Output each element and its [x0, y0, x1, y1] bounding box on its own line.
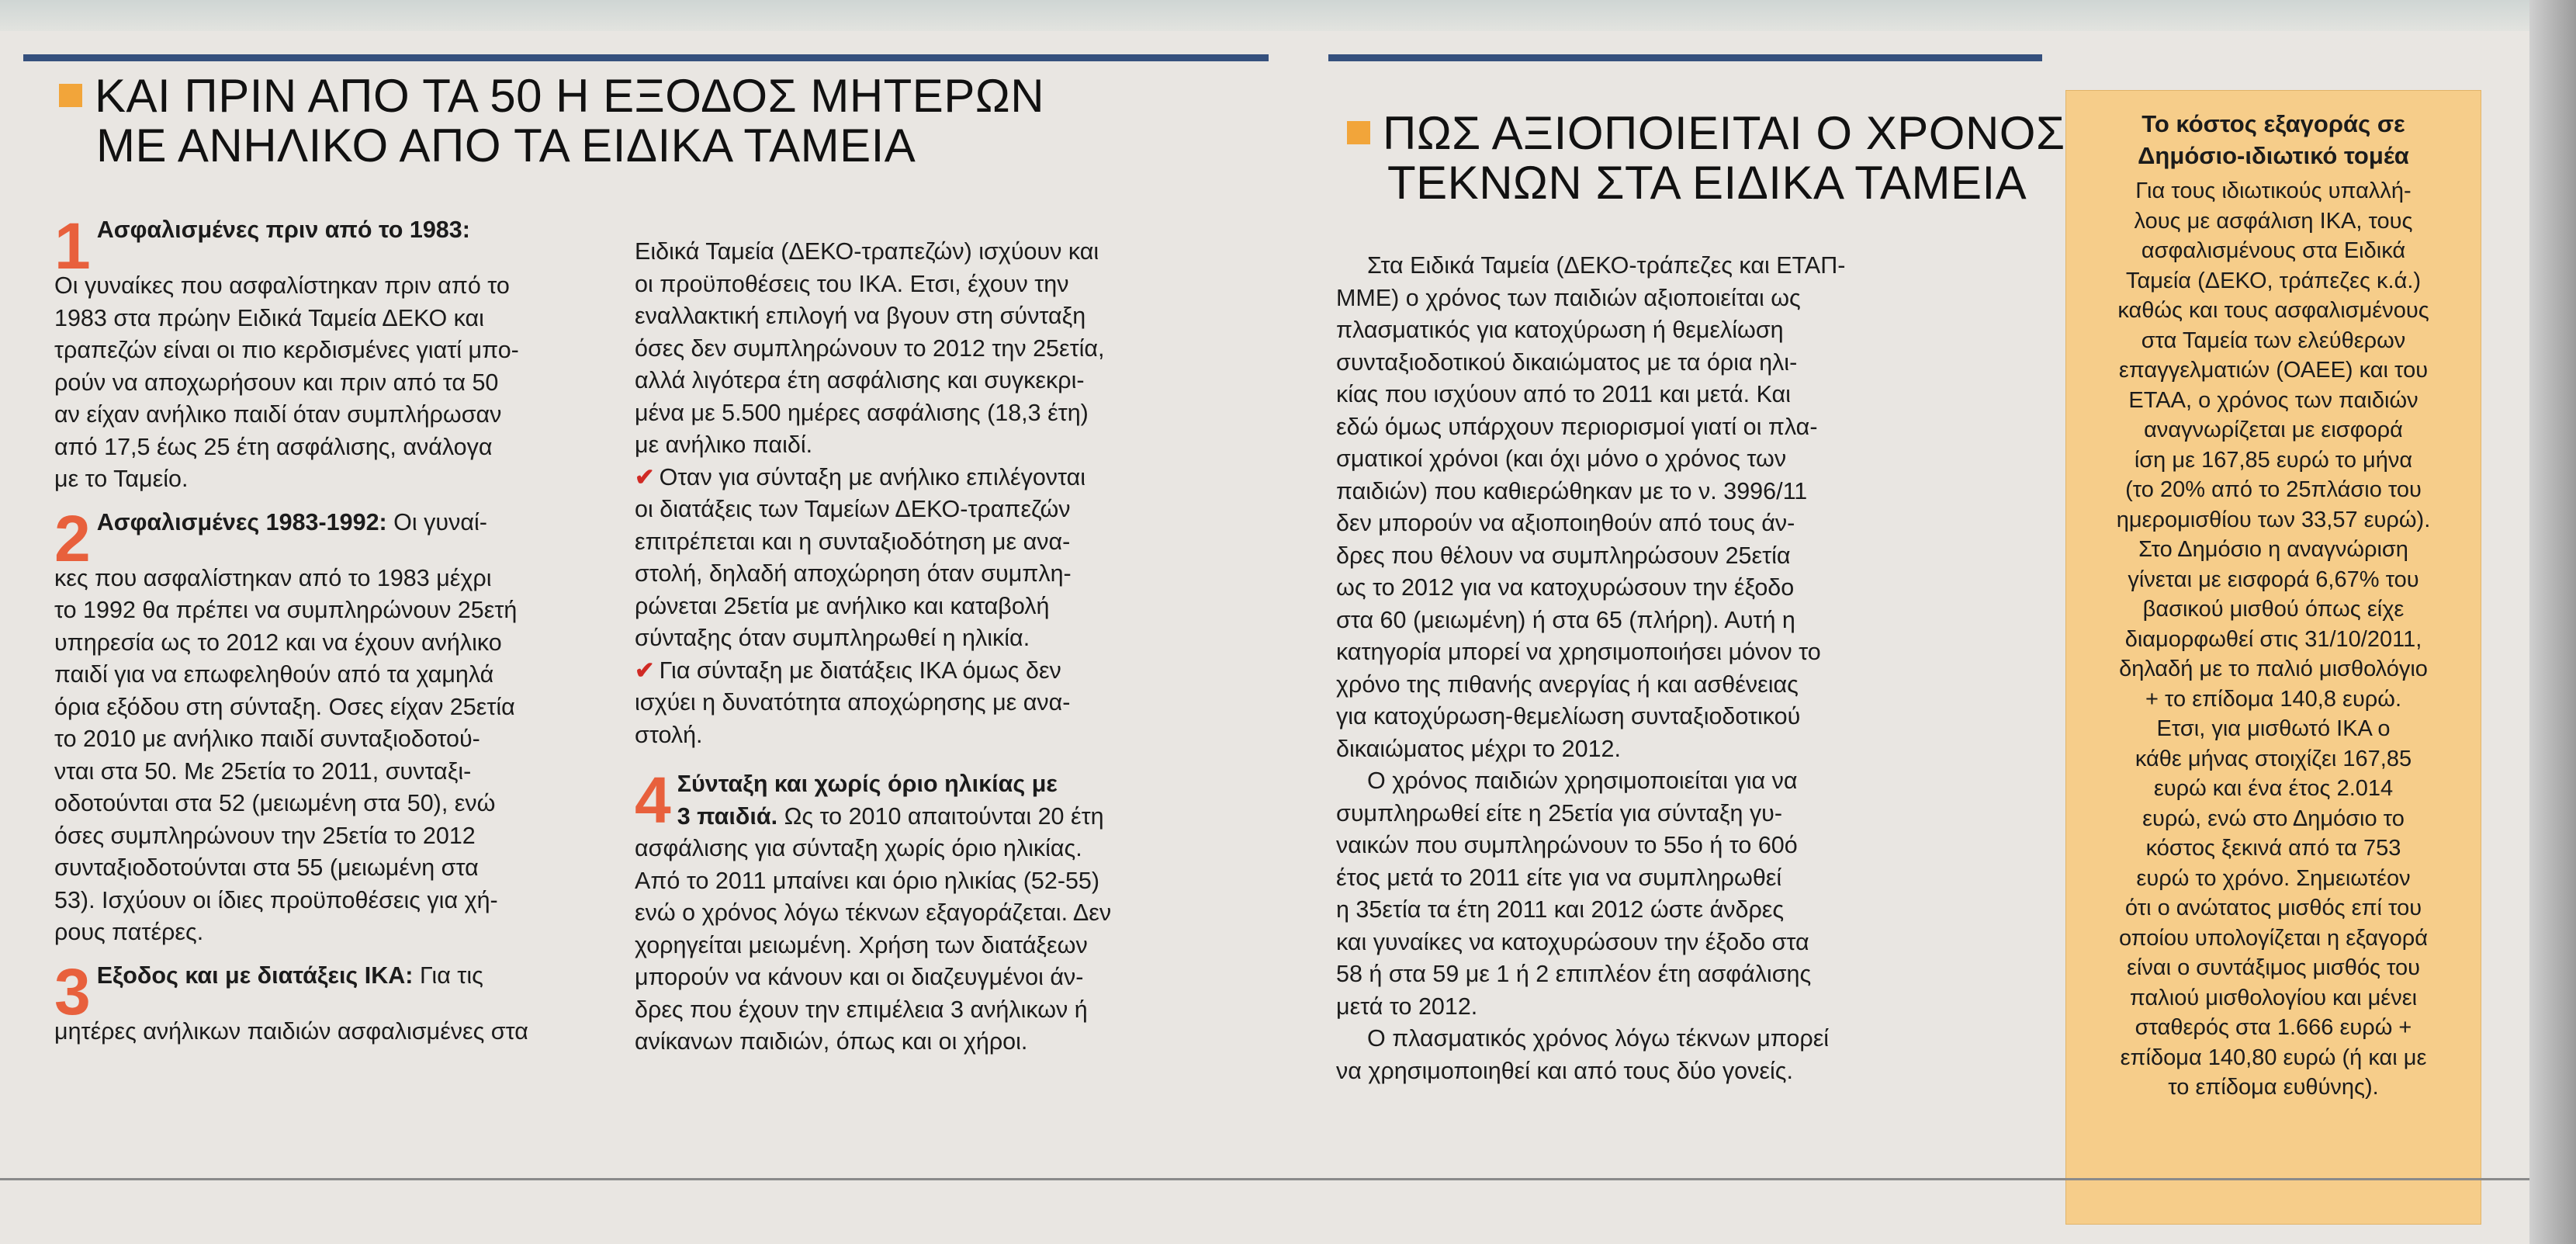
text-line: Για σύνταξη με διατάξεις ΙΚΑ όμως δεν	[659, 657, 1061, 684]
section-lines	[54, 270, 610, 496]
sidebar-line: ΕΤΑΑ, ο χρόνος των παιδιών	[2128, 387, 2418, 413]
check-line	[635, 558, 1201, 591]
sidebar-line: ευρώ, ενώ στο Δημόσιο το	[2142, 806, 2405, 831]
sidebar-line: παλιού μισθολογίου και μένει	[2129, 985, 2418, 1010]
text-line: ανίκανων παιδιών, όπως και οι χήροι.	[635, 1028, 1028, 1055]
text-line: Οταν για σύνταξη με ανήλικο επιλέγονται	[659, 463, 1086, 490]
text-line: σύνταξης όταν συμπληρωθεί η ηλικία.	[635, 625, 1030, 651]
text-line: ενώ ο χρόνος λόγω τέκνων εξαγοράζεται. Δεν	[635, 899, 1112, 926]
section-lead: Ασφαλισμένες 1983-1992:	[96, 508, 387, 535]
text-line: ρούν να αποχωρήσουν και πριν από τα 50	[54, 369, 499, 396]
check-line	[635, 591, 1201, 623]
text-line: δεν μπορούν να αξιοποιηθούν από τους άν-	[1336, 510, 1795, 536]
text-line: υπηρεσία ως το 2012 και να έχουν ανήλικο	[54, 629, 502, 656]
text-line: οδοτούνται στα 52 (μειωμένη στα 50), ενώ	[54, 790, 496, 816]
section-lines	[54, 1016, 610, 1048]
sidebar-line: λους με ασφάλιση ΙΚΑ, τους	[2134, 208, 2413, 234]
numbered-section	[54, 501, 610, 949]
sidebar-line: στα Ταμεία των ελεύθερων	[2141, 327, 2406, 353]
section-number: 3	[54, 955, 91, 1028]
middle-column	[1336, 250, 1941, 1087]
section-number: 2	[54, 501, 91, 575]
text-line: αν είχαν ανήλικο παιδί όταν συμπλήρωσαν	[54, 401, 502, 428]
section-first-line	[54, 210, 610, 282]
text-line: όσες συμπληρώνουν την 25ετία το 2012	[54, 822, 476, 849]
text-line: ναικών που συμπληρώνουν το 55ο ή το 60ό	[1336, 832, 1798, 858]
text-line: οι προϋποθέσεις του ΙΚΑ. Ετσι, έχουν την	[635, 270, 1069, 297]
section-lead: Ασφαλισμένες πριν από το 1983:	[96, 217, 470, 243]
sidebar-line: καθώς και τους ασφαλισμένους	[2117, 298, 2429, 323]
text-line: όσες δεν συμπληρώνουν το 2012 την 25ετία,	[635, 334, 1105, 362]
check-item	[635, 655, 1201, 752]
section-lines	[635, 833, 1201, 1059]
text-line: Οι γυναίκες που ασφαλίστηκαν πριν από το	[54, 272, 510, 299]
text-line: μένα με 5.500 ημέρες ασφάλισης (18,3 έτη)	[635, 399, 1089, 426]
text-line: στολή, δηλαδή αποχώρηση όταν συμπλη-	[635, 560, 1072, 587]
middle-paragraph	[1336, 765, 1941, 1023]
sidebar-body	[2066, 176, 2481, 1103]
sidebar-line: είναι ο συντάξιμος μισθός του	[2126, 955, 2421, 980]
check-line	[635, 526, 1201, 559]
sidebar-line: Στο Δημόσιο η αναγνώριση	[2138, 537, 2408, 562]
section-text: Ως το 2010 απαιτούνται 20 έτη	[784, 802, 1104, 830]
text-line: και γυναίκες να κατοχυρώσουν την έξοδο στα	[1336, 928, 1809, 955]
section-lead: Εξοδος και με διατάξεις ΙΚΑ:	[96, 962, 414, 989]
text-line: έτος μετά το 2011 είτε για να συμπληρωθεί	[1336, 864, 1782, 891]
text-line: Ο πλασματικός χρόνος λόγω τέκνων μπορεί	[1367, 1025, 1830, 1052]
sidebar-line: επίδομα 140,80 ευρώ (ή και με	[2120, 1045, 2427, 1070]
text-line: παιδί για να επωφεληθούν από τα χαμηλά	[54, 661, 494, 688]
sidebar-line: το επίδομα ευθύνης).	[2168, 1075, 2379, 1100]
section-lines	[54, 563, 610, 949]
text-line: δρες που θέλουν να συμπληρώσουν 25ετία	[1336, 542, 1791, 569]
check-line	[635, 687, 1201, 719]
section-text: Οι γυναί-	[393, 508, 487, 535]
text-line: Στα Ειδικά Ταμεία (ΔΕΚΟ-τράπεζες και ΕΤΑΠ-	[1367, 252, 1846, 279]
text-line: κες που ασφαλίστηκαν από το 1983 μέχρι	[54, 564, 492, 591]
text-line: εναλλακτική επιλογή να βγουν στη σύνταξη	[635, 303, 1086, 329]
sidebar-line: Ταμεία (ΔΕΚΟ, τράπεζες κ.ά.)	[2125, 268, 2422, 293]
section-second-line	[635, 801, 1201, 833]
headline-square-marker	[59, 84, 82, 107]
check-line	[635, 622, 1201, 655]
text-line: χορηγείται μειωμένη. Χρήση των διατάξεων	[635, 931, 1088, 958]
check-mark-icon: ✔	[635, 463, 655, 490]
sidebar-line: διαμορφωθεί στις 31/10/2011,	[2124, 626, 2422, 652]
sidebar-line: σταθερός στα 1.666 ευρώ +	[2135, 1015, 2412, 1040]
check-item	[635, 462, 1201, 655]
check-mark-icon: ✔	[635, 657, 655, 684]
text-line: η 35ετία τα έτη 2011 και 2012 ώστε άνδρες	[1336, 896, 1785, 923]
text-line: παιδιών) που καθιερώθηκαν με το ν. 3996/11	[1336, 477, 1808, 504]
text-line: νται στα 50. Με 25ετία το 2011, συνταξι-	[54, 757, 472, 785]
middle-paragraph	[1336, 250, 1941, 765]
text-line: 53). Ισχύουν οι ίδιες προϋποθέσεις για χή-	[54, 886, 498, 913]
text-line: το 2010 με ανήλικο παιδί συνταξιοδοτού-	[54, 726, 480, 752]
text-line: κατηγορία μπορεί να χρησιμοποιήσει μόνον το	[1336, 639, 1821, 665]
sidebar-line: κόστος ξεκινά από τα 753	[2145, 836, 2401, 861]
check-line	[635, 655, 1201, 688]
text-line: ΜΜΕ) ο χρόνος των παιδιών αξιοποιείται ως	[1336, 284, 1801, 311]
sidebar-line: ότι ο ανώτατος μισθός επί του	[2124, 896, 2422, 920]
check-line	[635, 462, 1201, 494]
text-line: συνταξιοδοτούνται στα 55 (μειωμένη στα	[54, 854, 479, 881]
section-number: 4	[635, 764, 671, 837]
text-line: στολή.	[635, 721, 703, 748]
text-line: 1983 στα πρώην Ειδικά Ταμεία ΔΕΚΟ και	[54, 304, 484, 331]
text-line: ρώνεται 25ετία με ανήλικο και καταβολή	[635, 592, 1050, 619]
sidebar-title	[2066, 108, 2481, 172]
sidebar-line: ευρώ και ένα έτος 2.014	[2153, 776, 2394, 801]
middle-paragraph	[1336, 1023, 1941, 1087]
left-column-1	[54, 203, 610, 1054]
sidebar-line: Ετσι, για μισθωτό ΙΚΑ ο	[2156, 716, 2391, 741]
section-number: 1	[54, 210, 91, 282]
sidebar-line: (το 20% από το 25πλάσιο του	[2125, 477, 2422, 502]
headline-square-marker	[1347, 121, 1370, 144]
text-line: Από το 2011 μπαίνει και όριο ηλικίας (52-55)	[635, 867, 1100, 894]
sidebar-line: επαγγελματιών (ΟΑΕΕ) και του	[2118, 358, 2429, 383]
text-line: ρους πατέρες.	[54, 919, 204, 945]
text-line: σματικοί χρόνοι (και όχι μόνο ο χρόνος των	[1336, 445, 1787, 472]
sidebar-line: κάθε μήνας στοιχίζει 167,85	[2135, 746, 2412, 771]
left-column-2	[635, 236, 1201, 1059]
text-line: αλλά λιγότερα έτη ασφάλισης και συγκεκρι-	[635, 367, 1085, 393]
text-line: για κατοχύρωση-θεμελίωση συνταξιοδοτικού	[1336, 703, 1801, 729]
section-first-line	[54, 501, 610, 575]
text-line: δικαιώματος μέχρι το 2012.	[1336, 735, 1621, 762]
left-headline-line-2: ΜΕ ΑΝΗΛΙΚΟ ΑΠΟ ΤΑ ΕΙΔΙΚΑ ΤΑΜΕΙΑ	[96, 120, 916, 172]
page-right-edge	[2529, 0, 2576, 1244]
left-headline-line-1: ΚΑΙ ΠΡΙΝ ΑΠΟ ΤΑ 50 Η ΕΞΟΔΟΣ ΜΗΤΕΡΩΝ	[95, 70, 1045, 122]
middle-headline-line-1: ΠΩΣ ΑΞΙΟΠΟΙΕΙΤΑΙ Ο ΧΡΟΝΟΣ	[1383, 107, 2065, 159]
text-line: να χρησιμοποιηθεί και από τους δύο γονείς.	[1336, 1057, 1793, 1084]
sidebar-line: + το επίδομα 140,8 ευρώ.	[2145, 686, 2402, 712]
text-line: συμπληρωθεί είτε η 25ετία για σύνταξη γυ-	[1336, 799, 1783, 826]
bottom-rule	[0, 1178, 2529, 1180]
left-section-rule	[23, 54, 1269, 61]
check-line	[635, 494, 1201, 526]
cost-sidebar-box	[2065, 90, 2481, 1225]
section-first-line	[54, 955, 610, 1028]
numbered-section-4	[635, 764, 1201, 1059]
text-line: εδώ όμως υπάρχουν περιορισμοί γιατί οι πλα-	[1336, 413, 1818, 440]
text-line: συνταξιοδοτικού δικαιώματος με τα όρια ηλι-	[1336, 348, 1798, 376]
text-line: πλασματικός για κατοχύρωση ή θεμελίωση	[1336, 317, 1784, 343]
text-line: ασφάλισης για σύνταξη χωρίς όριο ηλικίας.	[635, 835, 1082, 861]
text-line: Ο χρόνος παιδιών χρησιμοποιείται για να	[1367, 768, 1798, 794]
text-line: με ανήλικο παιδί.	[635, 431, 813, 458]
sidebar-line: ασφαλισμένους στα Ειδικά	[2141, 238, 2406, 263]
sidebar-line: δηλαδή με το παλιό μισθολόγιο	[2119, 657, 2428, 681]
text-line: όρια εξόδου στη σύνταξη. Οσες είχαν 25ετία	[54, 693, 515, 720]
sidebar-title-line-2: Δημόσιο-ιδιωτικό τομέα	[2138, 142, 2409, 169]
middle-headline	[1347, 109, 2065, 208]
text-line: τραπεζών είναι οι πιο κερδισμένες γιατί μπο-	[54, 337, 519, 363]
text-line: χρόνο της πιθανής ανεργίας ή και ασθένειας	[1336, 671, 1799, 698]
text-line: Ειδικά Ταμεία (ΔΕΚΟ-τραπεζών) ισχύουν και	[635, 238, 1099, 265]
text-line: κίας που ισχύουν από το 2011 και μετά. Και	[1336, 381, 1791, 407]
text-line: οι διατάξεις των Ταμείων ΔΕΚΟ-τραπεζών	[635, 496, 1071, 522]
text-line: επιτρέπεται και η συνταξιοδότηση με ανα-	[635, 528, 1071, 555]
sidebar-line: ίση με 167,85 ευρώ το μήνα	[2134, 447, 2413, 473]
text-line: δρες που έχουν την επιμέλεια 3 ανήλικων ή	[635, 996, 1088, 1023]
text-line: το 1992 θα πρέπει να συμπληρώνουν 25ετή	[54, 597, 518, 623]
sidebar-line: Για τους ιδιωτικούς υπαλλή-	[2135, 178, 2412, 203]
section-text: Για τις	[419, 962, 483, 989]
sidebar-line: ευρώ το χρόνο. Σημειωτέον	[2136, 865, 2411, 891]
page-top-edge	[0, 0, 2576, 31]
sidebar-line: οποίου υπολογίζεται η εξαγορά	[2118, 925, 2429, 951]
numbered-section	[54, 210, 610, 496]
text-line: 58 ή στα 59 με 1 ή 2 επιπλέον έτη ασφάλισης	[1336, 961, 1812, 987]
section-lead: 3 παιδιά.	[677, 802, 778, 830]
text-line: μετά το 2012.	[1336, 993, 1478, 1020]
sidebar-line: γίνεται με εισφορά 6,67% του	[2128, 567, 2419, 592]
middle-section-rule	[1328, 54, 2042, 61]
section-lead: Σύνταξη και χωρίς όριο ηλικίας με	[677, 771, 1058, 797]
middle-headline-line-2: ΤΕΚΝΩΝ ΣΤΑ ΕΙΔΙΚΑ ΤΑΜΕΙΑ	[1387, 157, 2027, 209]
text-line: ως το 2012 για να κατοχυρώσουν την έξοδο	[1336, 574, 1795, 601]
sidebar-line: βασικού μισθού όπως είχε	[2142, 597, 2405, 622]
sidebar-title-line-1: Το κόστος εξαγοράς σε	[2141, 110, 2405, 137]
text-line: με το Ταμείο.	[54, 466, 189, 492]
text-line: ισχύει η δυνατότητα αποχώρησης με ανα-	[635, 689, 1071, 716]
text-line: μπορούν να κάνουν και οι διαζευγμένοι άν-	[635, 964, 1084, 990]
check-line	[635, 719, 1201, 752]
left-headline	[59, 71, 1044, 171]
sidebar-line: ημερομισθίου των 33,57 ευρώ).	[2116, 507, 2431, 532]
text-line: στα 60 (μειωμένη) ή στα 65 (πλήρη). Αυτή η	[1336, 606, 1795, 633]
sidebar-line: αναγνωρίζεται με εισφορά	[2144, 418, 2403, 442]
numbered-section	[54, 955, 610, 1048]
text-line: από 17,5 έως 25 έτη ασφάλισης, ανάλογα	[54, 433, 493, 460]
text-line: μητέρες ανήλικων παιδιών ασφαλισμένες στα	[54, 1017, 528, 1045]
